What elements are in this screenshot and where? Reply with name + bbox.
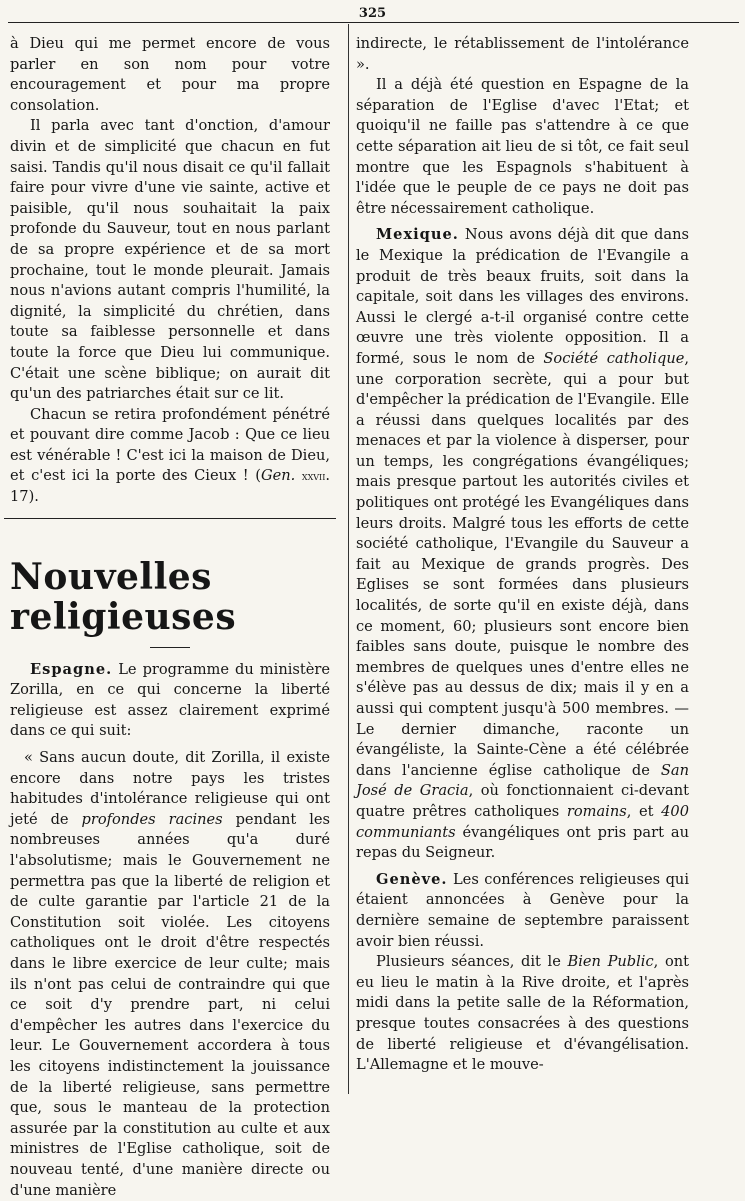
geneve-paragraph — [356, 870, 689, 952]
mexique-text: , une corporation secrète, qui a pour but d'empêcher la prédication de l'Evangile. Elle a réussi dans quelques localités par des menaces et par la violence à disperser, pour un temps, les congrégations évangéliques; mais presque partout les autorités civiles et politiques ont protégé les Evangéliques dans leurs droits. Malgré tous les efforts de cette société catholique, l'Evangile du Sauveur a fait au Mexique de grands progrès. Des Eglises se sont formées dans plusieurs localités, de sorte qu'il en existe déjà, dans ce moment, 60; plusieurs sont encore bien faibles sans doute, puisque le nombre des membres de quelques unes d'entre elles ne s'élève pas au dessus de dix; mais il y en a aussi qui comptent jusqu'à 500 membres. — Le dernier dimanche, raconte un évangéliste, la Sainte-Cène a été célébrée dans l'ancienne église catholique de — [356, 349, 689, 779]
mexique-italic: romains — [566, 802, 627, 820]
mexique-italic: San José de Gracia — [356, 761, 689, 800]
paragraph-jacob — [10, 405, 330, 508]
top-rule — [8, 22, 739, 23]
paragraph-text-end: . 17). — [10, 467, 331, 506]
paragraph: Il parla avec tant d'onction, d'amour divin et de simplicité que chacun en fut saisi. Tandis qu'il nous disait ce qu'il fallait faire pour vivre d'une vie sainte, active et paisible, qu'il nous souhaitait la paix profonde du Sauveur, tout en nous parlant de sa propre expérience et de sa mort prochaine, tout le monde pleurait. Jamais nous n'avions autant compris l'humilité, la dignité, la simplicité du chrétien, dans toute sa faiblesse personnelle et dans toute la force que Dieu lui communique. C'était une scène biblique; on aurait dit qu'un des patriarches était sur ce lit. — [10, 117, 330, 403]
mexique-paragraph — [356, 225, 689, 863]
right-column — [356, 34, 689, 1076]
paragraph-text: Chacun se retira profondément pénétré et pouvant dire comme Jacob : Que ce lieu est vénérable ! C'est ici la maison de Dieu, et c'est ici la porte des Cieux ! ( — [10, 405, 330, 485]
section-divider — [4, 518, 336, 519]
opening-paragraph: à Dieu qui me permet encore de vous parler en son nom pour votre encouragement et pour ma propre consolation. — [10, 35, 330, 114]
quote-text: « Sans aucun doute, dit Zorilla, il existe encore dans notre pays les tristes habitudes d'intolérance religieuse qui ont jeté de — [10, 749, 330, 828]
geneve-text: , ont eu lieu le matin à la Rive droite, et l'après midi dans la petite salle de la Réformation, presque toutes consacrées à des questions de liberté religieuse et d'évangélisation. L'Allemagne et le mouve- — [356, 953, 689, 1074]
bible-reference: Gen. — [260, 467, 296, 485]
quote-italic: profondes racines — [81, 810, 223, 828]
geneve-text: Les conférences religieuses qui étaient annoncées à Genève pour la dernière semaine de septembre paraissent avoir bien réussi. — [356, 870, 689, 950]
espagne-paragraph-2: Il a déjà été question en Espagne de la séparation de l'Eglise d'avec l'Etat; et quoiqu'il ne faille pas s'attendre à ce que cette séparation ait lieu de si tôt, ce fait seul montre que les Espagnols s'habituent à l'idée que le peuple de ce pays ne doit pas être nécessairement catholique. — [356, 76, 689, 217]
column-divider — [348, 24, 349, 1094]
country-heading-espagne: Espagne. — [30, 660, 113, 678]
espagne-paragraph — [10, 660, 330, 742]
espagne-intro: Le programme du ministère Zorilla, en ce qui concerne la liberté religieuse est assez clairement exprimé dans ce qui suit: — [10, 660, 330, 740]
geneve-text: Plusieurs séances, dit le — [376, 953, 568, 971]
zorilla-quote — [10, 748, 330, 1201]
mexique-text: , et — [626, 802, 662, 820]
mexique-text: , où fonctionnaient ci-devant quatre prêtres catholiques — [356, 782, 689, 820]
mexique-text: Nous avons déjà dit que dans le Mexique la prédication de l'Evangile a produit de très beaux fruits, soit dans la capitale, soit dans les villages des environs. Aussi le clergé a-t-il organisé contre cette œuvre une très violente opposition. Il a formé, sous le nom de — [356, 226, 689, 367]
country-heading-geneve: Genève. — [376, 870, 448, 888]
mexique-italic: 400 communiants — [356, 802, 689, 841]
country-heading-mexique: Mexique. — [376, 226, 459, 244]
mexique-text: évangéliques ont pris part au repas du Seigneur. — [356, 823, 689, 862]
page-number: 325 — [358, 6, 387, 21]
quote-text-continued: pendant les nombreuses années qu'a duré l'absolutisme; mais le Gouvernement ne permettra pas que la liberté de religion et de culte garantie par l'article 21 de la Constitution soit violée. Les citoyens catholiques ont le droit d'être respectés dans le libre exercice de leur culte; mais ils n'ont pas celui de contraindre qui que ce soit d'y prendre part, ni celui d'empêcher les autres dans l'exercice du leur. Le Gouvernement accordera à tous les citoyens indistinctement la jouissance de la liberté religieuse, sans permettre que, sous le manteau de la protection assurée par la constitution au culte et aux ministres de l'Eglise catholique, soit de nouveau tenté, d'une manière directe ou d'une manière — [10, 810, 330, 1199]
section-title: Nouvelles religieuses — [10, 555, 237, 638]
left-column — [10, 34, 330, 1201]
quote-continuation: indirecte, le rétablissement de l'intolérance ». — [356, 35, 689, 73]
title-ornament-rule — [150, 647, 190, 648]
bible-chapter: xxvii — [301, 469, 326, 484]
publication-name: Bien Public — [567, 953, 654, 971]
mexique-italic: Société catholique — [543, 349, 685, 367]
geneve-paragraph-2 — [356, 952, 689, 1076]
